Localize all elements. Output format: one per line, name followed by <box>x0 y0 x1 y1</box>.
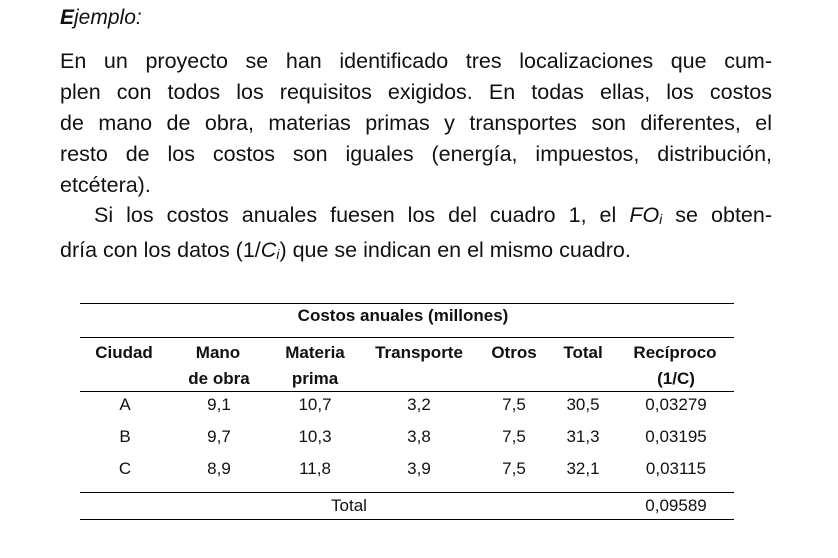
cell-total: 31,3 <box>566 427 600 446</box>
header-mano-2: de obra <box>188 369 250 388</box>
text-run: Si los costos anuales fuesen los del cuadro 1, el <box>94 203 630 227</box>
text-run: ) que se indican en el mismo cuadro. <box>279 238 631 262</box>
cell-transporte: 3,9 <box>407 459 431 478</box>
paragraph-1-line: de mano de obra, materias primas y transportes son diferentes, el <box>60 111 772 135</box>
header-reciproco: Recíproco <box>633 343 717 362</box>
cell-reciproco: 0,03115 <box>645 459 707 478</box>
table-rule-body <box>80 391 734 392</box>
header-materia-2: prima <box>291 369 339 388</box>
cell-reciproco: 0,03195 <box>645 427 707 446</box>
c-subscript: i <box>276 246 280 262</box>
example-heading <box>60 6 142 30</box>
paragraph-1-line: resto de los costos son iguales (energía, impuestos, distribución, <box>60 142 772 166</box>
cell-mano: 9,7 <box>207 427 231 446</box>
cell-reciproco: 0,03279 <box>645 395 707 414</box>
cell-materia: 10,7 <box>298 395 332 414</box>
table-rule-bottom <box>80 519 734 520</box>
paragraph-1-line: plen con todos los requisitos exigidos. En todas ellas, los costos <box>60 80 772 104</box>
heading-rest: jemplo: <box>74 6 142 29</box>
paragraph-1-line: etcétera). <box>60 173 151 197</box>
fo-subscript: i <box>659 211 663 227</box>
footer-total-value: 0,09589 <box>645 496 707 515</box>
paragraph-2 <box>60 200 772 270</box>
header-ciudad: Ciudad <box>95 343 153 362</box>
cell-otros: 7,5 <box>502 427 526 446</box>
cell-total: 32,1 <box>566 459 600 478</box>
paragraph-1-line: En un proyecto se han identificado tres localizaciones que cum- <box>60 49 772 73</box>
cell-mano: 8,9 <box>207 459 231 478</box>
fo-symbol: FO <box>629 203 660 227</box>
table-rule-top <box>80 303 734 304</box>
c-symbol: C <box>260 238 277 262</box>
header-transporte: Transporte <box>375 343 463 362</box>
cell-ciudad: C <box>118 459 132 478</box>
text-run: dría con los datos (1/ <box>60 238 261 262</box>
paragraph-1 <box>60 46 772 201</box>
cell-total: 30,5 <box>566 395 600 414</box>
table-title: Costos anuales (millones) <box>297 306 509 325</box>
cell-otros: 7,5 <box>502 395 526 414</box>
header-materia: Materia <box>285 343 345 362</box>
paragraph-2-line-2 <box>60 235 772 270</box>
header-mano: Mano <box>195 343 241 362</box>
header-reciproco-2: (1/C) <box>657 369 695 388</box>
table-rule-footer <box>80 492 734 493</box>
cell-otros: 7,5 <box>502 459 526 478</box>
header-otros: Otros <box>491 343 537 362</box>
cell-materia: 11,8 <box>299 459 331 478</box>
header-total: Total <box>563 343 603 362</box>
cell-transporte: 3,8 <box>407 427 431 446</box>
text-run: se obten- <box>662 203 772 227</box>
cell-transporte: 3,2 <box>407 395 431 414</box>
cell-ciudad: B <box>119 427 131 446</box>
cell-mano: 9,1 <box>207 395 231 414</box>
costs-table <box>80 303 734 523</box>
heading-first-letter: E <box>60 6 75 29</box>
table-rule-header <box>80 337 734 338</box>
cell-ciudad: A <box>119 395 131 414</box>
footer-total-label: Total <box>331 496 367 515</box>
cell-materia: 10,3 <box>298 427 332 446</box>
paragraph-2-line-1 <box>60 200 772 235</box>
